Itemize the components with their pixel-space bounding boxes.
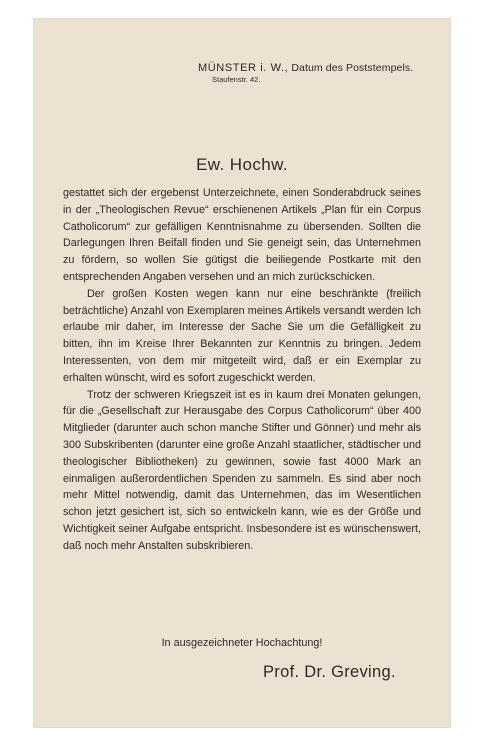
city-name: MÜNSTER i. W., [198,62,289,74]
date-note: Datum des Poststempels. [291,62,414,74]
paragraph-1: gestattet sich der ergebenst Unterzeichnete, einen Sonderabdruck seines in der „Theologischen Revue“ erschienenen Artikels „Plan für ein Corpus Catholicorum“ zur gefälligen Kenntnisnahme zu übersenden. Sollten die Darlegungen Ihren Beifall finden und Sie geneigt sein, das Unternehmen zu fördern, so wollen Sie gütigst die beiliegende Postkarte mit den entsprechenden Angaben versehen und an mich zurückschicken. [63,187,421,283]
salutation: Ew. Hochw. [196,155,288,174]
letterhead-line [198,62,438,74]
letterhead [198,62,438,84]
closing-phrase: In ausgezeichneter Hochachtung! [161,637,323,649]
street-address: Staufenstr. 42. [212,75,261,84]
letter-body [63,185,421,555]
signature: Prof. Dr. Greving. [263,663,396,681]
letter-sheet [33,18,451,728]
paragraph-3: Trotz der schweren Kriegszeit ist es in kaum drei Monaten gelungen, für die „Gesellschaft zur Herausgabe des Corpus Catholicorum“ über 400 Mitglieder (darunter auch schon manche Stifter und Gönner) und mehr als 300 Subskribenten (darunter eine große Anzahl staatlicher, städtischer und theologischer Bibliotheken) zu gewinnen, sowie fast 4000 Mark an einmaligen außerordentlichen Spenden zu sammeln. Es sind aber noch mehr Mittel notwendig, damit das Unternehmen, das im Wesentlichen schon jetzt gesichert ist, sich so entwickeln kann, wie es der Größe und Wichtigkeit seiner Aufgabe entspricht. Insbesondere ist es wünschenswert, daß noch mehr Anstalten subskribieren. [63,388,421,552]
paragraph-2: Der großen Kosten wegen kann nur eine beschränkte (freilich beträchtliche) Anzahl von Exemplaren meines Artikels versandt werden Ich erlaube mir daher, im Interesse der Sache Sie um die Gefälligkeit zu bitten, ihn im Kreise Ihrer Bekannten zur Kenntnis zu bringen. Jedem Interessenten, von dem mir mitgeteilt wird, daß er ein Exemplar zu erhalten wünscht, wird es sofort zugeschickt werden. [63,287,421,384]
